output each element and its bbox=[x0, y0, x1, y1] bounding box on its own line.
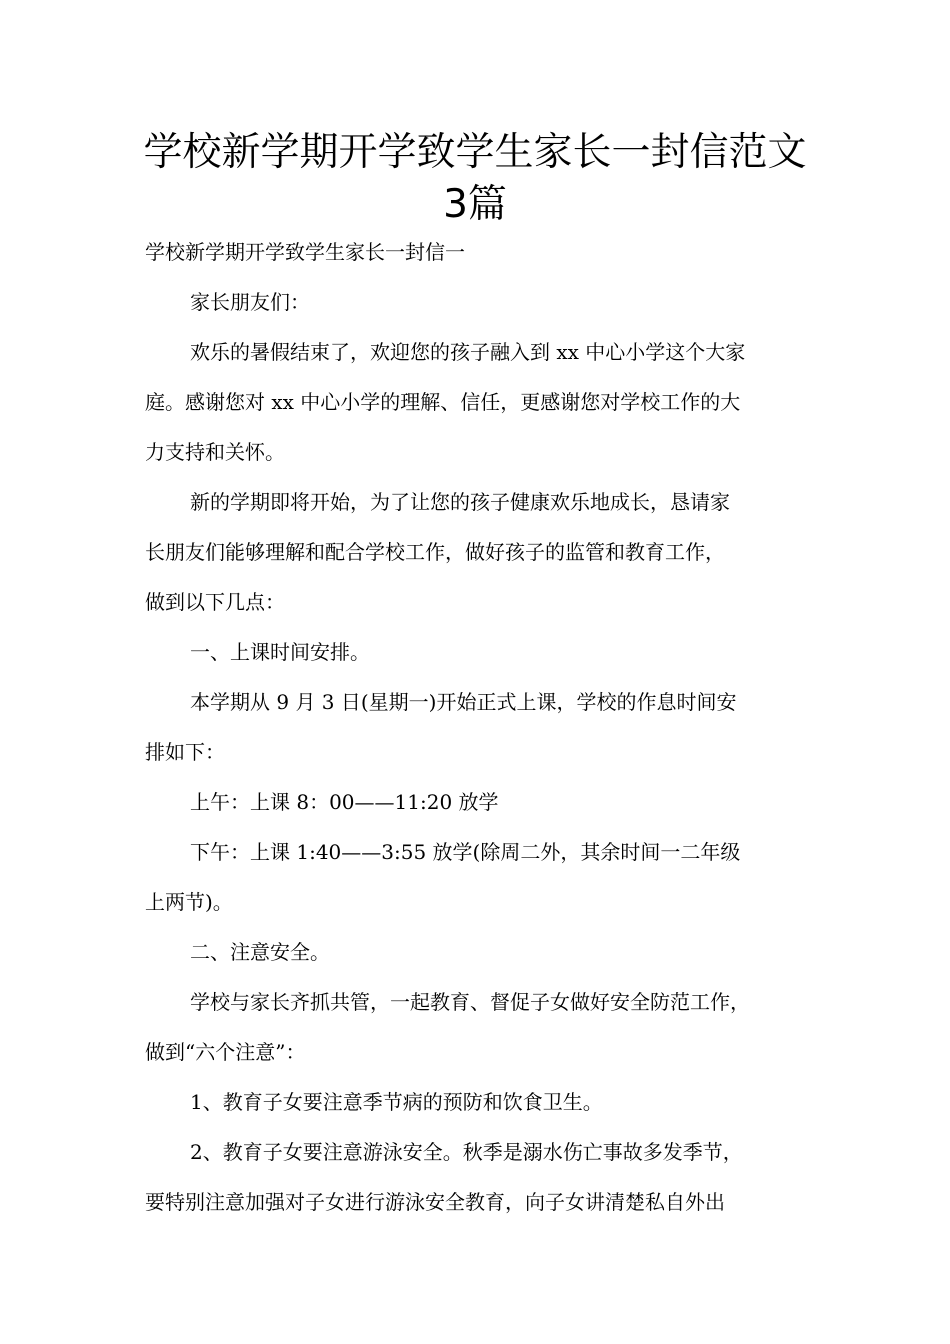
list-item: 1、教育子女要注意季节病的预防和饮食卫生。 bbox=[190, 1090, 603, 1114]
paragraph-line: 要特别注意加强对子女进行游泳安全教育，向子女讲清楚私自外出 bbox=[145, 1190, 725, 1214]
paragraph-line: 做到“六个注意”： bbox=[145, 1040, 306, 1064]
paragraph-line: 欢乐的暑假结束了，欢迎您的孩子融入到 xx 中心小学这个大家 bbox=[190, 340, 746, 364]
paragraph-line: 本学期从 9 月 3 日(星期一)开始正式上课，学校的作息时间安 bbox=[190, 690, 737, 714]
paragraph-line: 长朋友们能够理解和配合学校工作，做好孩子的监管和教育工作， bbox=[145, 540, 725, 564]
letter-heading: 学校新学期开学致学生家长一封信一 bbox=[145, 240, 465, 264]
paragraph-line: 排如下： bbox=[145, 740, 225, 764]
document-title-line-2: 3篇 bbox=[443, 182, 507, 227]
paragraph-line: 学校与家长齐抓共管，一起教育、督促子女做好安全防范工作， bbox=[190, 990, 750, 1014]
schedule-morning: 上午：上课 8：00——11:20 放学 bbox=[190, 790, 499, 814]
list-item: 2、教育子女要注意游泳安全。秋季是溺水伤亡事故多发季节， bbox=[190, 1140, 743, 1164]
paragraph-line: 新的学期即将开始，为了让您的孩子健康欢乐地成长，恳请家 bbox=[190, 490, 730, 514]
salutation: 家长朋友们： bbox=[190, 290, 310, 314]
section-heading: 一、上课时间安排。 bbox=[190, 640, 370, 664]
schedule-afternoon: 下午：上课 1:40——3:55 放学(除周二外，其余时间一二年级 bbox=[190, 840, 741, 864]
paragraph-line: 力支持和关怀。 bbox=[145, 440, 285, 464]
paragraph-line: 上两节)。 bbox=[145, 890, 233, 914]
document-title-line-1: 学校新学期开学致学生家长一封信范文 bbox=[143, 130, 807, 175]
section-heading: 二、注意安全。 bbox=[190, 940, 330, 964]
paragraph-line: 做到以下几点： bbox=[145, 590, 285, 614]
paragraph-line: 庭。感谢您对 xx 中心小学的理解、信任，更感谢您对学校工作的大 bbox=[145, 390, 741, 414]
